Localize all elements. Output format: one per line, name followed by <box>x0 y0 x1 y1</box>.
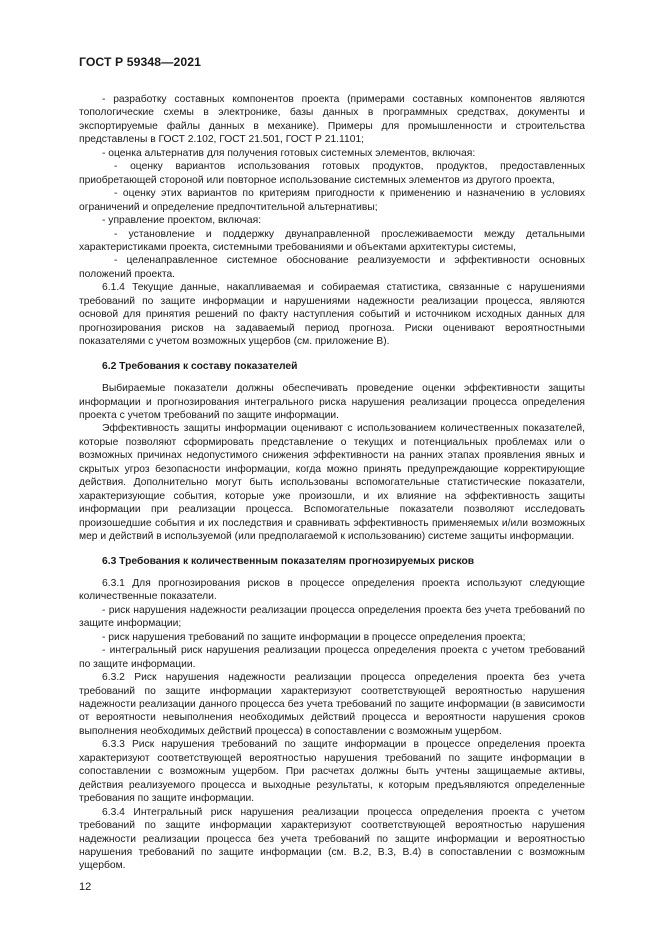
paragraph: - целенаправленное системное обоснование реализуемости и эффективности основных положений проекта. <box>79 255 585 280</box>
paragraph: - оценку этих вариантов по критериям пригодности к применению и назначению в условиях ограничений и определение предпочтительной альтернативы; <box>79 188 585 213</box>
paragraph: Выбираемые показатели должны обеспечивать проведение оценки эффективности защиты информации и прогнозирования интегрального риска нарушения реализации процесса определения проекта с учетом требований по защите информации. <box>79 383 585 421</box>
paragraph: 6.3.1 Для прогнозирования рисков в процессе определения проекта используют следующие количественные показатели. <box>79 577 585 603</box>
paragraph: - интегральный риск нарушения реализации процесса определения проекта с учетом требований по защите информации. <box>79 645 585 670</box>
paragraph: - риск нарушения требований по защите информации в процессе определения проекта; <box>102 631 526 643</box>
section-block-1 <box>79 93 585 349</box>
page-body <box>79 93 585 873</box>
paragraph: 6.3.4 Интегральный риск нарушения реализации процесса определения проекта с учетом требований по защите информации характеризуют соответствующей вероятностью нарушения надежности реализации процесса без учета требований по защите информации и вероятностью нарушения требований по защите информации (см. В.2, В.3, В.4) в сопоставлении с возможным ущербом. <box>79 806 585 872</box>
paragraph: - установление и поддержку двунаправленной прослеживаемости между детальными характеристиками проекта, системными требованиями и объектами архитектуры системы, <box>79 228 585 253</box>
paragraph: - оценка альтернатив для получения готовых системных элементов, включая: <box>102 147 476 159</box>
paragraph: 6.3.2 Риск нарушения надежности реализации процесса определения проекта без учета требований по защите информации характеризуют соответствующей вероятностью нарушения надежности реализации данного процесса без учета требований по защите информации (в зависимости от вероятности невыполнения необходимых действий процесса и вероятности нарушения сроков выполнения необходимых действий процесса) в сопоставлении с возможным ущербом. <box>79 672 585 737</box>
paragraph: - риск нарушения надежности реализации процесса определения проекта без учета требований по защите информации; <box>79 604 585 630</box>
section-heading-6-3: 6.3 Требования к количественным показателям прогнозируемых рисков <box>102 555 475 567</box>
paragraph: Эффективность защиты информации оценивают с использованием количественных показателей, которые позволяют сформировать представление о текущих и потенциальных проблемах или о возможных причинах недопустимого снижения эффективности на ранних этапах проявления явных и скрытых угроз безопасности информации, когда можно принять предупреждающие корректирующие действия. Дополнительно могут быть использованы вспомогательные статистические показатели, характеризующие события, которые уже произошли, и их влияние на эффективность защиты информации при реализации процесса. Вспомогательные показатели позволяют исследовать произошедшие события и их последствия и сравнивать эффективность применяемых и/или возможных мер и действий в используемой (или предполагаемой к использованию) системе защиты информации. <box>79 423 585 543</box>
document-header: ГОСТ Р 59348—2021 <box>79 55 201 69</box>
section-heading-6-2: 6.2 Требования к составу показателей <box>102 360 298 372</box>
section-block-2 <box>79 382 585 543</box>
paragraph: 6.3.3 Риск нарушения требований по защите информации в процессе определения проекта характеризуют соответствующей вероятностью нарушения требований по защите информации в сопоставлении с возможным ущербом. При расчетах должны быть учтены защищаемые активы, действия реализуемого процесса и выходные результаты, к которым предъявляются определенные требования по защите информации. <box>79 739 585 805</box>
paragraph: - управление проектом, включая: <box>102 215 262 227</box>
section-block-3 <box>79 577 585 873</box>
paragraph: - разработку составных компонентов проекта (примерами составных компонентов являются топологические схемы в электронике, базы данных в программных средствах, документы и экспортируемые файлы данных в механике). Примеры для промышленности и строительства представлены в ГОСТ 2.102, ГОСТ 21.501, ГОСТ Р 21.1101; <box>79 94 585 146</box>
page-number: 12 <box>79 881 92 893</box>
paragraph: 6.1.4 Текущие данные, накапливаемая и собираемая статистика, связанные с нарушениями требований по защите информации и нарушениями надежности реализации процесса, являются основой для принятия решений по факту наступления событий и источником исходных данных для прогнозирования рисков на задаваемый период прогноза. Риски оценивают вероятностными показателями с учетом возможных ущербов (см. приложение В). <box>79 282 585 348</box>
paragraph: - оценку вариантов использования готовых продуктов, продуктов, предоставленных приобретающей стороной или повторное использование системных элементов из другого проекта, <box>79 161 585 186</box>
